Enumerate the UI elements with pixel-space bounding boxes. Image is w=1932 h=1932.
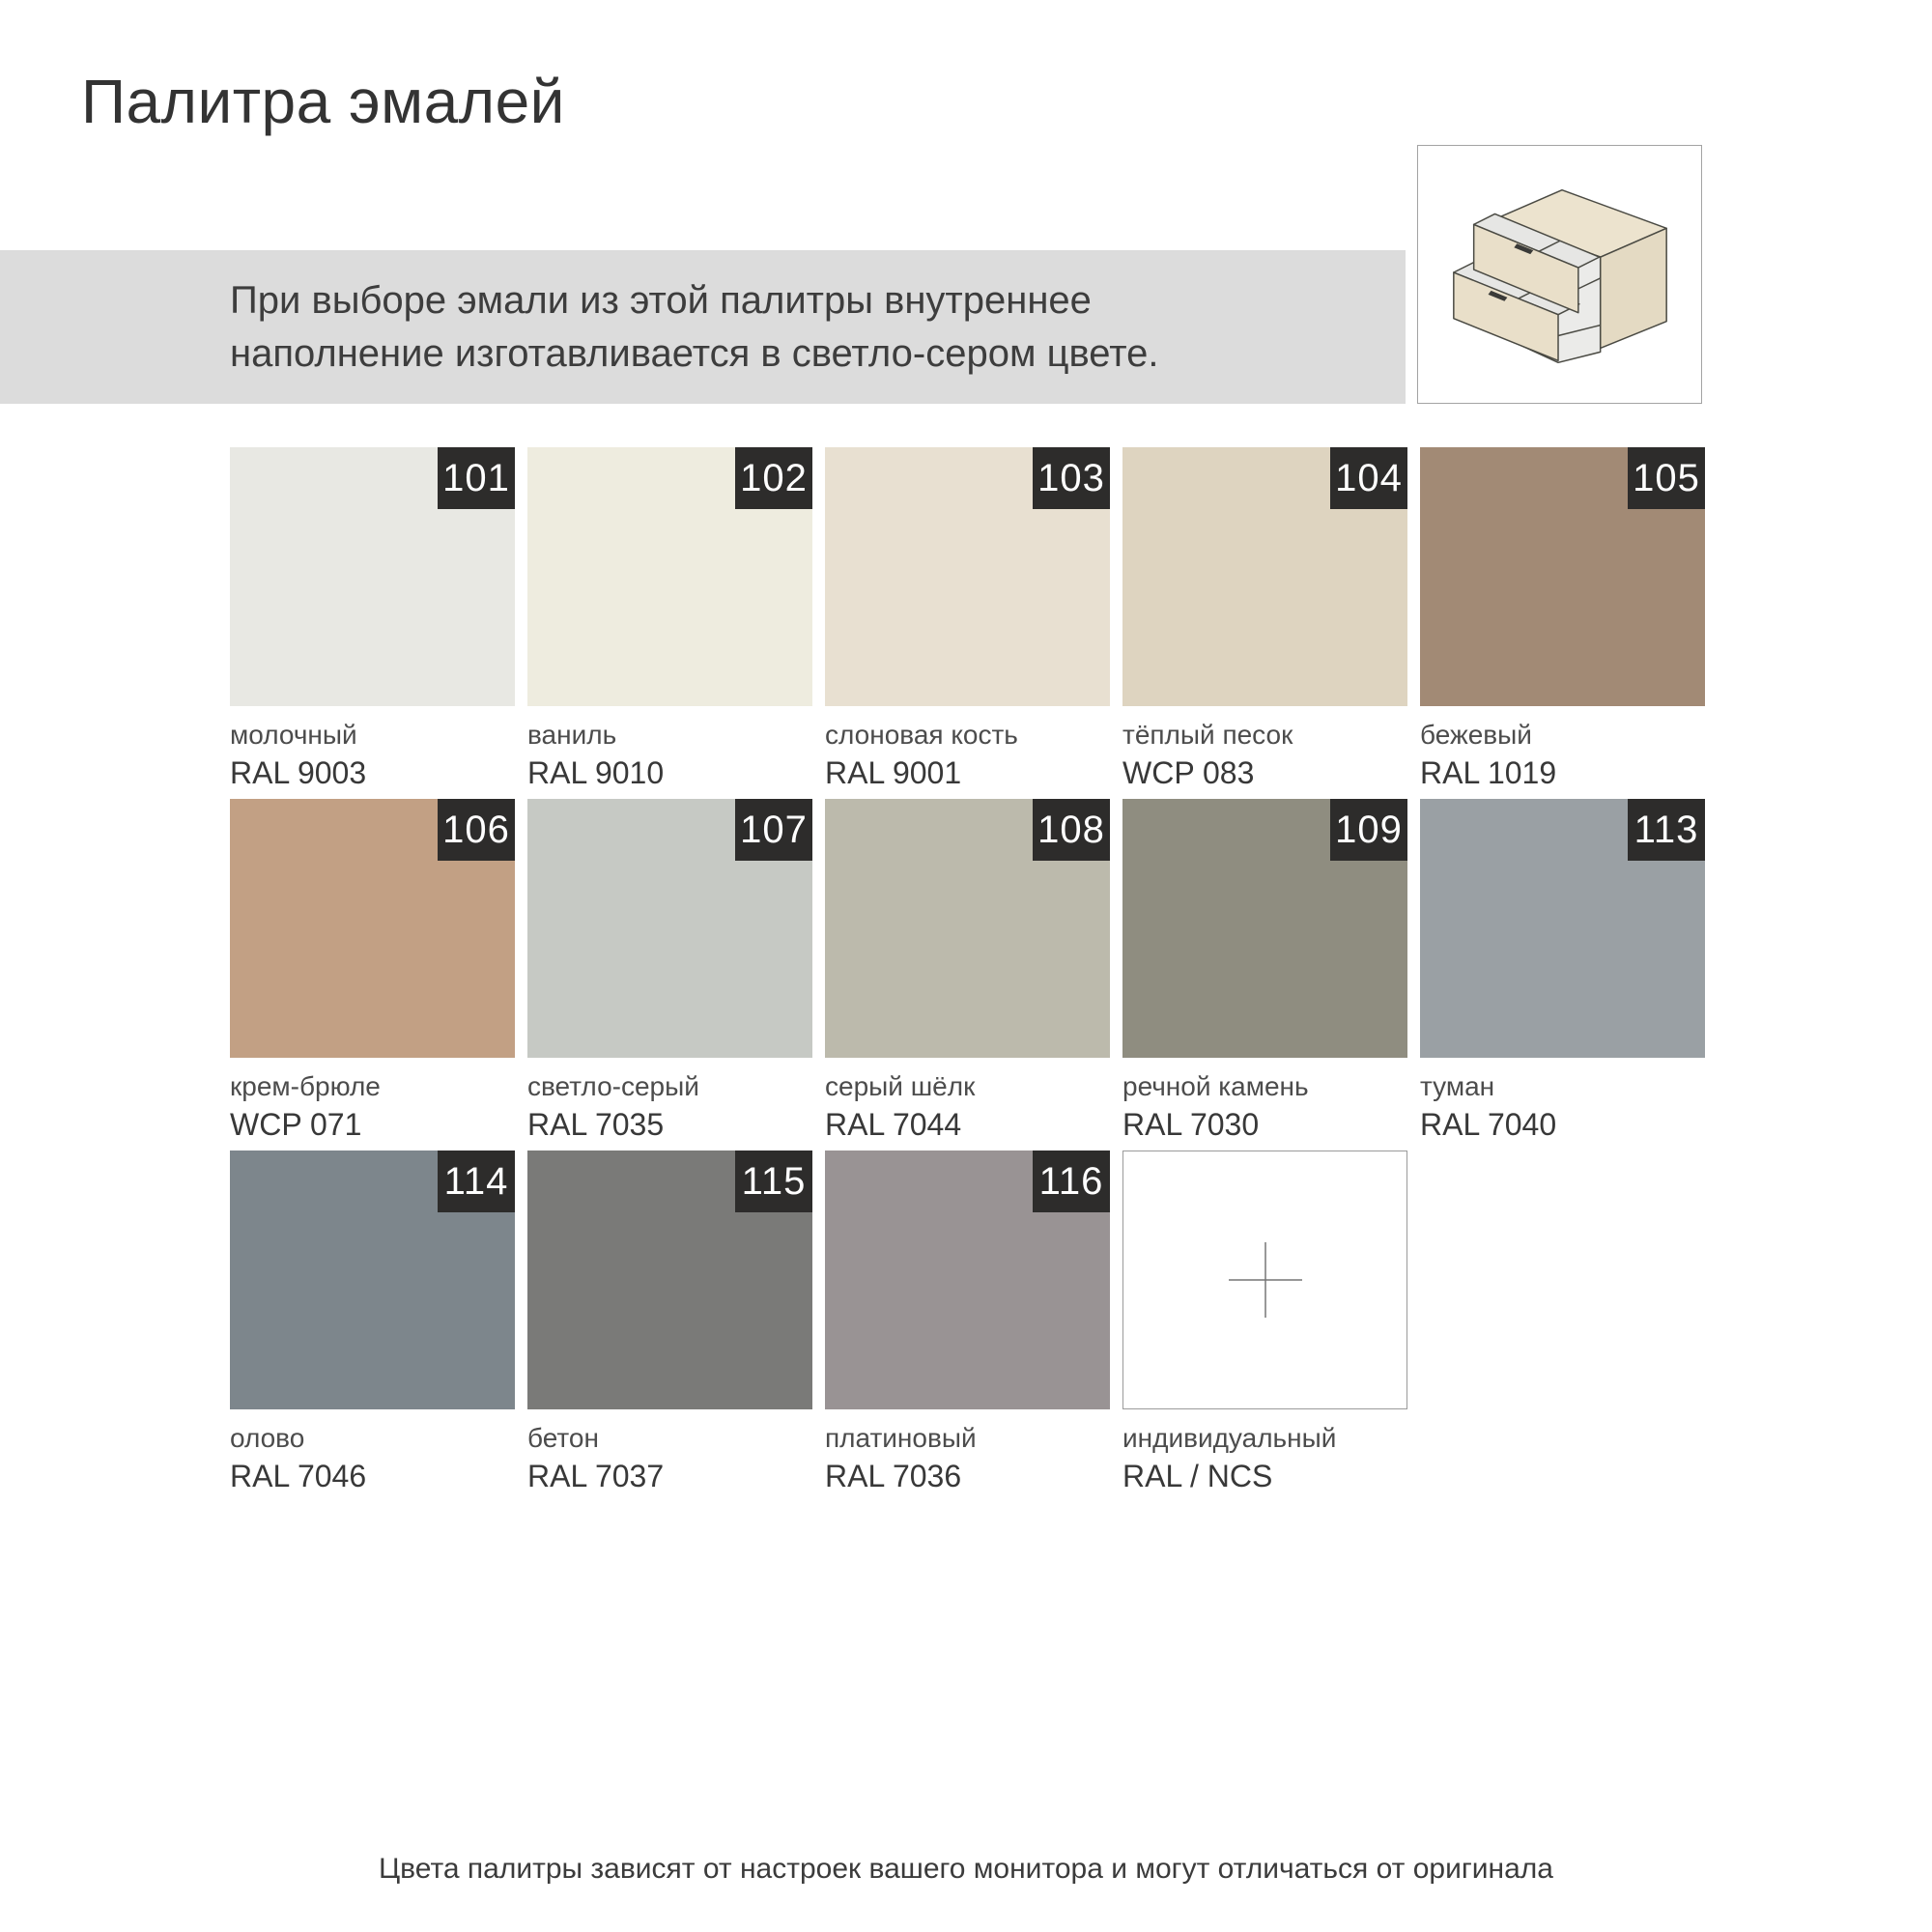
swatch-code: RAL 9001 [825,755,962,790]
swatch-number-badge: 107 [735,799,812,861]
swatch-name: бетон [527,1423,599,1453]
swatch-name: бежевый [1420,720,1532,750]
page-title: Палитра эмалей [81,67,565,136]
swatch-name: платиновый [825,1423,977,1453]
swatch-tile[interactable] [1122,1151,1407,1409]
swatch-number-badge: 105 [1628,447,1705,509]
swatch-tile[interactable] [527,447,812,706]
swatch-tile[interactable] [1122,447,1407,706]
swatch-tile[interactable] [230,799,515,1058]
swatch-tile[interactable] [825,1151,1110,1409]
swatch-code: WCP 083 [1122,755,1255,790]
swatch-code: RAL 7036 [825,1459,962,1493]
swatch-tile[interactable] [825,799,1110,1058]
swatch-code: RAL 7046 [230,1459,367,1493]
swatch-tile[interactable] [527,1151,812,1409]
swatch-code: RAL 9010 [527,755,665,790]
swatch-name: крем-брюле [230,1071,381,1101]
swatch-label [825,1070,1110,1143]
drawer-cabinet-illustration [1417,145,1702,404]
swatch-number-badge: 102 [735,447,812,509]
palette-swatch-cell [825,1151,1110,1502]
palette-swatch-cell [230,447,515,799]
swatch-label [1420,719,1705,791]
swatch-number-badge: 106 [438,799,515,861]
swatch-name: туман [1420,1071,1495,1101]
swatch-name: молочный [230,720,357,750]
palette-swatch-cell [825,447,1110,799]
swatch-code: RAL 9003 [230,755,367,790]
drawer-cabinet-icon [1418,146,1701,403]
swatch-number-badge: 116 [1033,1151,1110,1212]
swatch-code: RAL 7037 [527,1459,665,1493]
palette-swatch-cell [1420,447,1705,799]
swatch-tile[interactable] [825,447,1110,706]
swatch-number-badge: 108 [1033,799,1110,861]
palette-swatch-cell [230,1151,515,1502]
swatch-number-badge: 113 [1628,799,1705,861]
palette-swatch-cell [527,1151,812,1502]
swatch-name: светло-серый [527,1071,699,1101]
palette-swatch-cell [1122,447,1407,799]
swatch-label [527,719,812,791]
swatch-label [230,1070,515,1143]
palette-swatch-cell [1420,799,1705,1151]
info-banner-line-1: При выборе эмали из этой палитры внутреннее [230,278,1092,322]
swatch-label [825,1422,1110,1494]
swatch-code: RAL / NCS [1122,1459,1273,1493]
swatch-name: ваниль [527,720,617,750]
info-banner-line-2: наполнение изготавливается в светло-сером цвете. [230,331,1159,375]
footer-note: Цвета палитры зависят от настроек вашего монитора и могут отличаться от оригинала [378,1853,1553,1885]
swatch-name: тёплый песок [1122,720,1293,750]
swatch-name: слоновая кость [825,720,1018,750]
swatch-label [1122,1422,1407,1494]
swatch-label [1420,1070,1705,1143]
palette-swatch-cell [527,447,812,799]
swatch-number-badge: 114 [438,1151,515,1212]
swatch-name: серый шёлк [825,1071,976,1101]
swatch-number-badge: 109 [1330,799,1407,861]
swatch-code: RAL 7044 [825,1107,962,1142]
swatch-label [1122,1070,1407,1143]
swatch-label [230,1422,515,1494]
swatch-name: олово [230,1423,305,1453]
plus-icon [1123,1151,1406,1408]
palette-swatch-cell [230,799,515,1151]
swatch-label [1122,719,1407,791]
swatch-code: RAL 7035 [527,1107,665,1142]
swatch-code: RAL 1019 [1420,755,1557,790]
swatch-name: индивидуальный [1122,1423,1337,1453]
palette-swatch-cell [1122,799,1407,1151]
palette-swatch-cell [825,799,1110,1151]
palette-grid [230,447,1705,1502]
swatch-code: RAL 7040 [1420,1107,1557,1142]
swatch-tile[interactable] [527,799,812,1058]
swatch-tile[interactable] [1420,447,1705,706]
swatch-number-badge: 101 [438,447,515,509]
swatch-label [230,719,515,791]
swatch-tile[interactable] [1122,799,1407,1058]
swatch-number-badge: 104 [1330,447,1407,509]
swatch-number-badge: 115 [735,1151,812,1212]
swatch-number-badge: 103 [1033,447,1110,509]
swatch-label [527,1070,812,1143]
swatch-code: WCP 071 [230,1107,362,1142]
swatch-code: RAL 7030 [1122,1107,1260,1142]
swatch-label [527,1422,812,1494]
swatch-tile[interactable] [1420,799,1705,1058]
swatch-name: речной камень [1122,1071,1309,1101]
info-banner [0,250,1406,404]
swatch-label [825,719,1110,791]
swatch-tile[interactable] [230,1151,515,1409]
palette-swatch-cell [1122,1151,1407,1502]
swatch-tile[interactable] [230,447,515,706]
palette-swatch-cell [527,799,812,1151]
